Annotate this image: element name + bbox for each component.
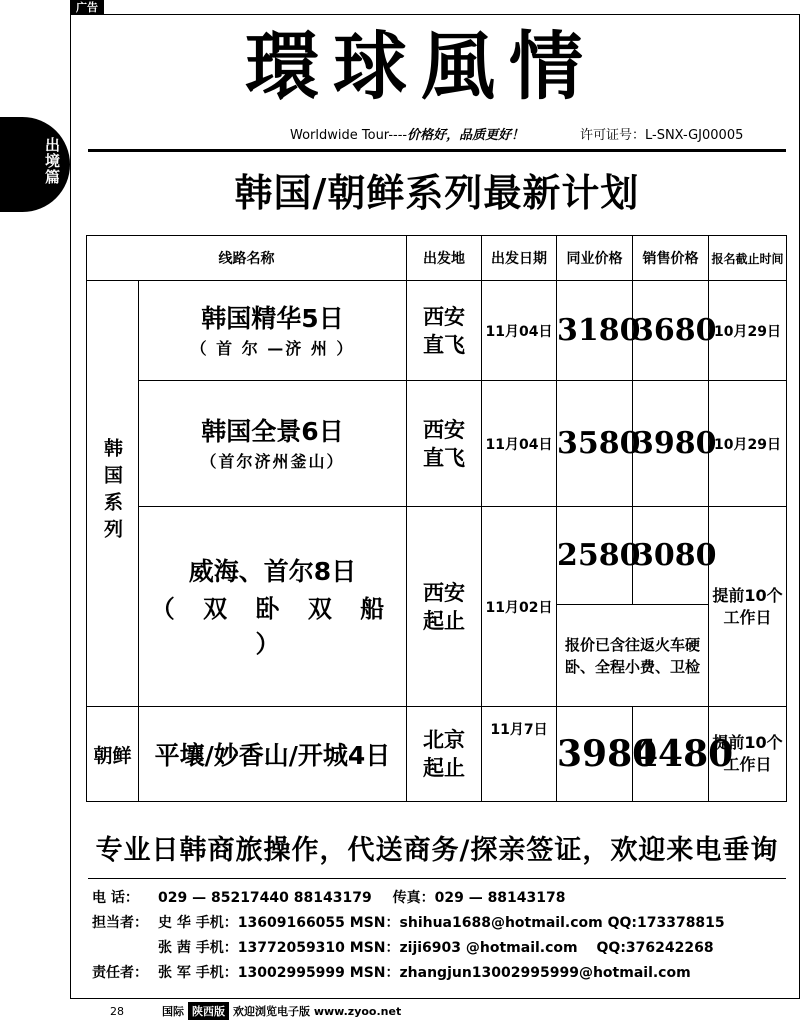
mobile-label: 手机： bbox=[195, 965, 238, 981]
origin-cell bbox=[407, 381, 482, 507]
origin-line1: 西安 bbox=[423, 580, 465, 605]
tour-plan-table bbox=[86, 235, 787, 802]
table-row bbox=[87, 507, 787, 605]
brand-tagline bbox=[290, 124, 524, 143]
tagline-slogan: 价格好，品质更好！ bbox=[407, 128, 525, 143]
header-origin: 出发地 bbox=[407, 236, 482, 281]
deadline-cell: 10月29日 bbox=[709, 381, 787, 507]
north-korea-series-cell bbox=[87, 707, 139, 802]
contact-divider bbox=[88, 878, 786, 879]
route-sub: （首尔济州釜山） bbox=[200, 452, 345, 471]
header-deadline: 报名截止时间 bbox=[709, 236, 787, 281]
footer-text: 欢迎浏览电子版 www.zyoo.net bbox=[233, 1005, 402, 1018]
route-cell bbox=[139, 507, 407, 707]
table-row bbox=[87, 381, 787, 507]
mobile-number: 13609166055 bbox=[237, 915, 345, 931]
price-note-cell: 报价已含往返火车硬卧、全程小费、卫检 bbox=[557, 605, 709, 707]
msn-address: zhangjun13002995999@hotmail.com bbox=[399, 965, 691, 981]
route-sub: （ 双 卧 双 船 ） bbox=[150, 594, 395, 658]
page-number: 28 bbox=[110, 1005, 124, 1018]
section-side-tab-label: 出境篇 bbox=[43, 137, 61, 185]
korea-series-cell bbox=[87, 281, 139, 707]
deadline-cell: 10月29日 bbox=[709, 281, 787, 381]
route-cell bbox=[139, 707, 407, 802]
staff-label: 担当者： bbox=[92, 915, 148, 931]
header-sale-price: 销售价格 bbox=[633, 236, 709, 281]
route-sub: （ 首 尔 —济 州 ） bbox=[190, 339, 355, 358]
origin-cell bbox=[407, 707, 482, 802]
route-name: 韩国精华5日 bbox=[201, 304, 344, 333]
msn-label: MSN： bbox=[349, 915, 400, 931]
trade-price-cell: 2580 bbox=[557, 507, 633, 605]
table-row bbox=[87, 281, 787, 381]
trade-price-cell: 3580 bbox=[557, 381, 633, 507]
section-side-tab bbox=[0, 117, 70, 212]
deadline-cell bbox=[709, 507, 787, 707]
trade-price-cell: 3180 bbox=[557, 281, 633, 381]
staff-name: 张 茜 bbox=[158, 940, 191, 956]
staff-row bbox=[92, 936, 725, 961]
fax-number: 029 — 88143178 bbox=[434, 890, 566, 906]
sale-price-cell: 4480 bbox=[633, 707, 709, 802]
date-cell: 11月04日 bbox=[482, 381, 557, 507]
qq-label: QQ: bbox=[596, 940, 626, 956]
route-name: 韩国全景6日 bbox=[201, 417, 344, 446]
origin-line2: 起止 bbox=[423, 756, 465, 780]
trade-price-cell: 3980 bbox=[557, 707, 633, 802]
korea-series-label: 韩国系列 bbox=[101, 437, 123, 546]
header-date: 出发日期 bbox=[482, 236, 557, 281]
phone-label: 电 话： bbox=[92, 890, 139, 906]
staff-row bbox=[92, 911, 725, 936]
date-cell: 11月7日 bbox=[482, 707, 557, 802]
manager-name: 张 军 bbox=[158, 965, 191, 981]
deadline-line1: 提前10个 bbox=[712, 585, 783, 605]
table-header-row bbox=[87, 236, 787, 281]
msn-label: MSN： bbox=[349, 965, 400, 981]
contact-block bbox=[92, 886, 725, 986]
tagline-dash: ---- bbox=[388, 128, 408, 143]
tagline-en: Worldwide Tour bbox=[290, 128, 389, 143]
header-route: 线路名称 bbox=[87, 236, 407, 281]
mobile-label: 手机： bbox=[195, 940, 238, 956]
header-rule bbox=[88, 149, 786, 152]
mobile-number: 13772059310 bbox=[237, 940, 345, 956]
date-cell: 11月02日 bbox=[482, 507, 557, 707]
mobile-label: 手机： bbox=[195, 915, 238, 931]
origin-cell bbox=[407, 281, 482, 381]
header-trade-price: 同业价格 bbox=[557, 236, 633, 281]
origin-line2: 直飞 bbox=[423, 332, 465, 357]
origin-cell bbox=[407, 507, 482, 707]
sale-price-cell: 3680 bbox=[633, 281, 709, 381]
route-cell bbox=[139, 281, 407, 381]
route-name: 平壤/妙香山/开城4日 bbox=[154, 741, 391, 770]
deadline-line2: 工作日 bbox=[723, 755, 772, 774]
page-footer bbox=[110, 1002, 401, 1020]
footer-section: 国际 bbox=[162, 1005, 184, 1018]
sale-price-cell: 3980 bbox=[633, 381, 709, 507]
page-headline: 韩国/朝鲜系列最新计划 bbox=[234, 171, 640, 215]
qq-number: 173378815 bbox=[636, 915, 725, 931]
brand-logo-title: 環球風情 bbox=[245, 24, 597, 110]
staff-name: 史 华 bbox=[158, 915, 191, 931]
origin-line1: 西安 bbox=[423, 417, 465, 442]
msn-address: shihua1688@hotmail.com bbox=[399, 915, 603, 931]
deadline-line1: 提前10个 bbox=[712, 733, 783, 752]
manager-row bbox=[92, 961, 725, 986]
origin-line2: 起止 bbox=[423, 608, 465, 633]
phone-number: 029 — 85217440 88143179 bbox=[158, 890, 372, 906]
msn-label: MSN： bbox=[349, 940, 400, 956]
manager-label: 责任者： bbox=[92, 965, 148, 981]
route-name: 威海、首尔8日 bbox=[188, 556, 357, 586]
qq-label: QQ: bbox=[607, 915, 637, 931]
north-korea-series-label: 朝鲜 bbox=[93, 744, 132, 767]
table-row bbox=[87, 707, 787, 802]
footer-site-badge: 陕西版 bbox=[188, 1002, 229, 1020]
mobile-number: 13002995999 bbox=[237, 965, 345, 981]
date-cell: 11月04日 bbox=[482, 281, 557, 381]
route-cell bbox=[139, 381, 407, 507]
origin-line1: 西安 bbox=[423, 304, 465, 329]
msn-address: ziji6903 @hotmail.com bbox=[399, 940, 578, 956]
origin-line2: 直飞 bbox=[423, 445, 465, 470]
origin-line1: 北京 bbox=[423, 728, 465, 752]
license-number: 许可证号：L-SNX-GJ00005 bbox=[580, 128, 744, 143]
qq-number: 376242268 bbox=[625, 940, 714, 956]
ad-tag: 广告 bbox=[70, 0, 104, 15]
sale-price-cell: 3080 bbox=[633, 507, 709, 605]
deadline-line2: 工作日 bbox=[723, 607, 772, 627]
fax-label: 传真： bbox=[392, 890, 435, 906]
phone-row bbox=[92, 886, 725, 911]
service-slogan: 专业日韩商旅操作，代送商务/探亲签证，欢迎来电垂询 bbox=[95, 835, 779, 866]
